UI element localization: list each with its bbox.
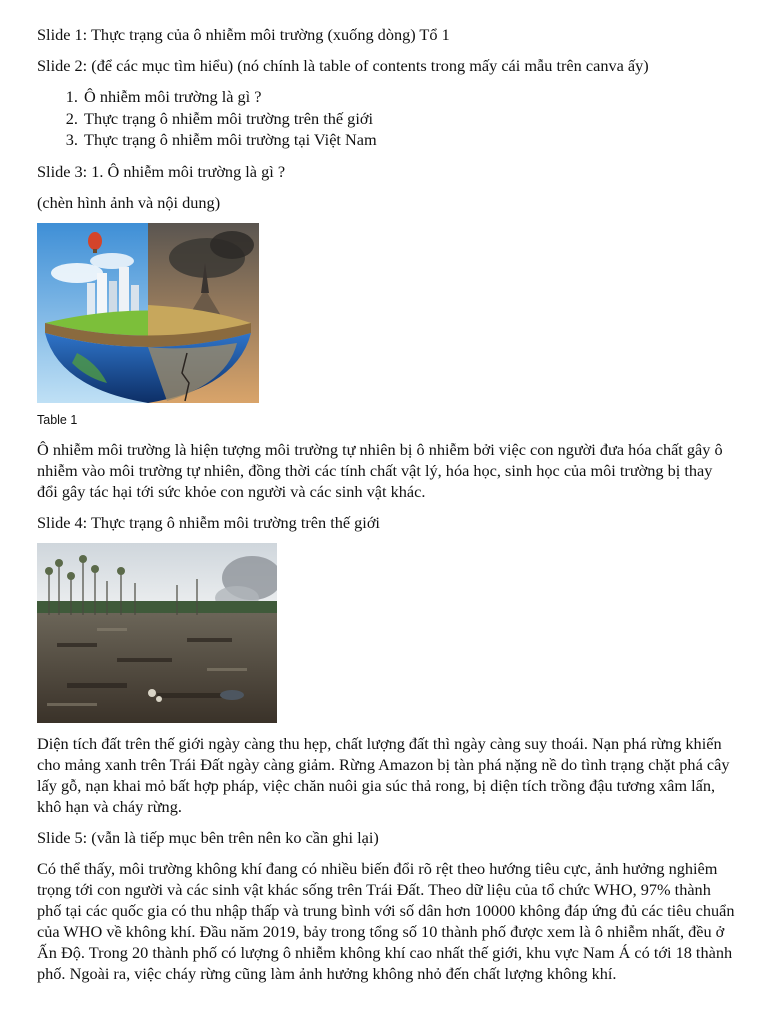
document-page bbox=[37, 24, 737, 994]
table-of-contents bbox=[37, 86, 737, 151]
toc-item: 1. Ô nhiễm môi trường là gì ? bbox=[82, 86, 737, 108]
image-caption: Table 1 bbox=[37, 412, 78, 427]
slide2-heading: Slide 2: (để các mục tìm hiểu) (nó chính là table of contents trong mấy cái mẫu trên canva ấy) bbox=[37, 56, 649, 75]
slide4-heading: Slide 4: Thực trạng ô nhiễm môi trường trên thế giới bbox=[37, 512, 380, 532]
earth-pollution-image bbox=[37, 223, 259, 403]
slide3-note: (chèn hình ảnh và nội dung) bbox=[37, 192, 221, 212]
paragraph-pollution-definition: Ô nhiễm môi trường là hiện tượng môi trường tự nhiên bị ô nhiễm bởi việc con người đưa hóa chất gây ô nhiễm vào môi trường tự nhiên, đồng thời các tính chất vật lý, hóa học, sinh học của môi trường bị thay đổi gây tác hại tới sức khỏe con người và các sinh vật khác. bbox=[37, 439, 723, 501]
slide5-heading: Slide 5: (vẫn là tiếp mục bên trên nên ko cần ghi lại) bbox=[37, 827, 379, 847]
toc-item: 3. Thực trạng ô nhiễm môi trường tại Việt Nam bbox=[82, 129, 737, 151]
toc-item: 2. Thực trạng ô nhiễm môi trường trên thế giới bbox=[82, 108, 737, 130]
slide1-heading: Slide 1: Thực trạng của ô nhiễm môi trường (xuống dòng) Tổ 1 bbox=[37, 25, 450, 44]
slide3-heading: Slide 3: 1. Ô nhiễm môi trường là gì ? bbox=[37, 161, 286, 181]
paragraph-air-pollution: Có thể thấy, môi trường không khí đang có nhiều biến đổi rõ rệt theo hướng tiêu cực, ảnh hưởng nghiêm trọng tới con người và các sinh vật khác sống trên Trái Đất. Theo dữ liệu của tổ chức WHO, 97% thành phố tại các quốc gia có thu nhập thấp và trung bình với số dân hơn 10000 không đáp ứng đủ các tiêu chuẩn của WHO về không khí. Đầu năm 2019, bảy trong tổng số 10 thành phố được xem là ô nhiễm nhất, đều ở Ấn Độ. Trong 20 thành phố có lượng ô nhiễm không khí cao nhất thế giới, khu vực Nam Á có tới 18 thành phố. Ngoài ra, việc cháy rừng cũng làm ảnh hưởng không nhỏ đến chất lượng không khí. bbox=[37, 858, 735, 983]
paragraph-land-degradation: Diện tích đất trên thế giới ngày càng thu hẹp, chất lượng đất thì ngày càng suy thoái. Nạn phá rừng khiến cho mảng xanh trên Trái Đất ngày càng giảm. Rừng Amazon bị tàn phá nặng nề do tình trạng chặt phá cây lấy gỗ, nạn khai mỏ bất hợp pháp, việc chăn nuôi gia súc thả rong, bị diện tích trồng đậu tương xâm lấn, khô hạn và cháy rừng. bbox=[37, 733, 730, 816]
deforestation-image bbox=[37, 543, 277, 723]
